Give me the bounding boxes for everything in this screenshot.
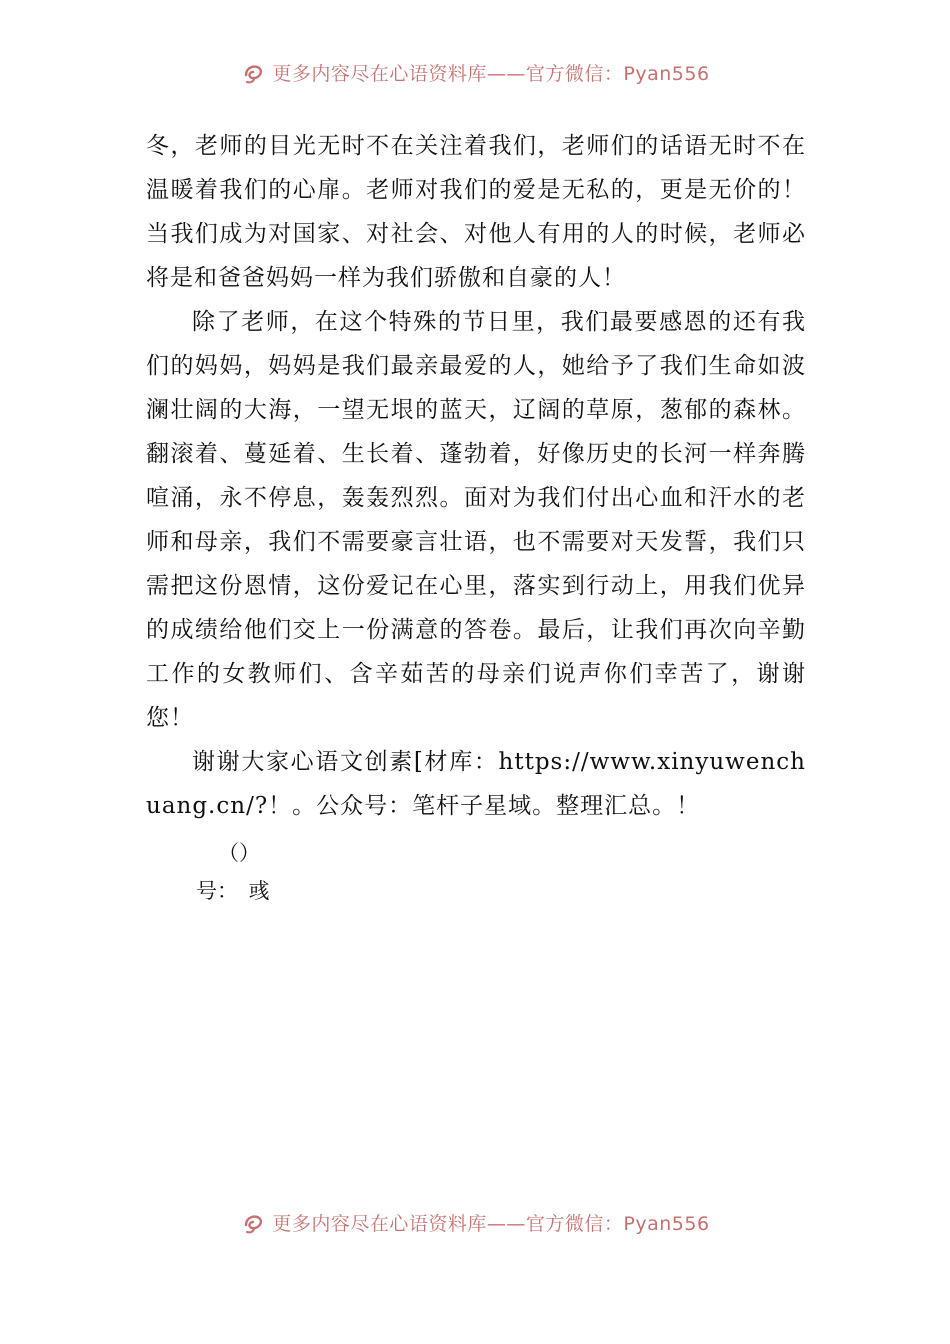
swirl-logo-icon xyxy=(240,59,266,85)
swirl-logo-icon xyxy=(240,1209,266,1235)
header-watermark xyxy=(0,56,950,88)
footer-watermark xyxy=(0,1206,950,1238)
paragraph-1: 冬，老师的目光无时不在关注着我们，老师们的话语无时不在温暖着我们的心扉。老师对我们的爱是无私的，更是无价的！当我们成为对国家、对社会、对他人有用的人的时候，老师必将是和爸爸妈妈一样为我们骄傲和自豪的人！ xyxy=(146,133,806,291)
footer-hao: 号： 彧 xyxy=(196,879,270,903)
paragraph-2: 除了老师，在这个特殊的节日里，我们最要感恩的还有我们的妈妈，妈妈是我们最亲最爱的人，她给予了我们生命如波澜壮阔的大海，一望无垠的蓝天，辽阔的草原，葱郁的森林。翻滚着、蔓延着、生长着、蓬勃着，好像历史的长河一样奔腾喧涌，永不停息，轰轰烈烈。面对为我们付出心血和汗水的老师和母亲，我们不需要豪言壮语，也不需要对天发誓，我们只需把这份恩情，这份爱记在心里，落实到行动上，用我们优异的成绩给他们交上一份满意的答卷。最后，让我们再次向辛勤工作的女教师们、含辛茹苦的母亲们说声你们幸苦了，谢谢您！ xyxy=(146,309,806,731)
watermark-text: 更多内容尽在心语资料库——官方微信：Pyan556 xyxy=(272,62,710,85)
watermark-text: 更多内容尽在心语资料库——官方微信：Pyan556 xyxy=(272,1212,710,1235)
paragraph-3: 谢谢大家心语文创素[材库：https://www.xinyuwenchuang.cn/?！。公众号：笔杆子星域。整理汇总。！ xyxy=(146,749,806,819)
footer-parens: （） xyxy=(218,841,260,865)
document-body xyxy=(146,124,806,910)
